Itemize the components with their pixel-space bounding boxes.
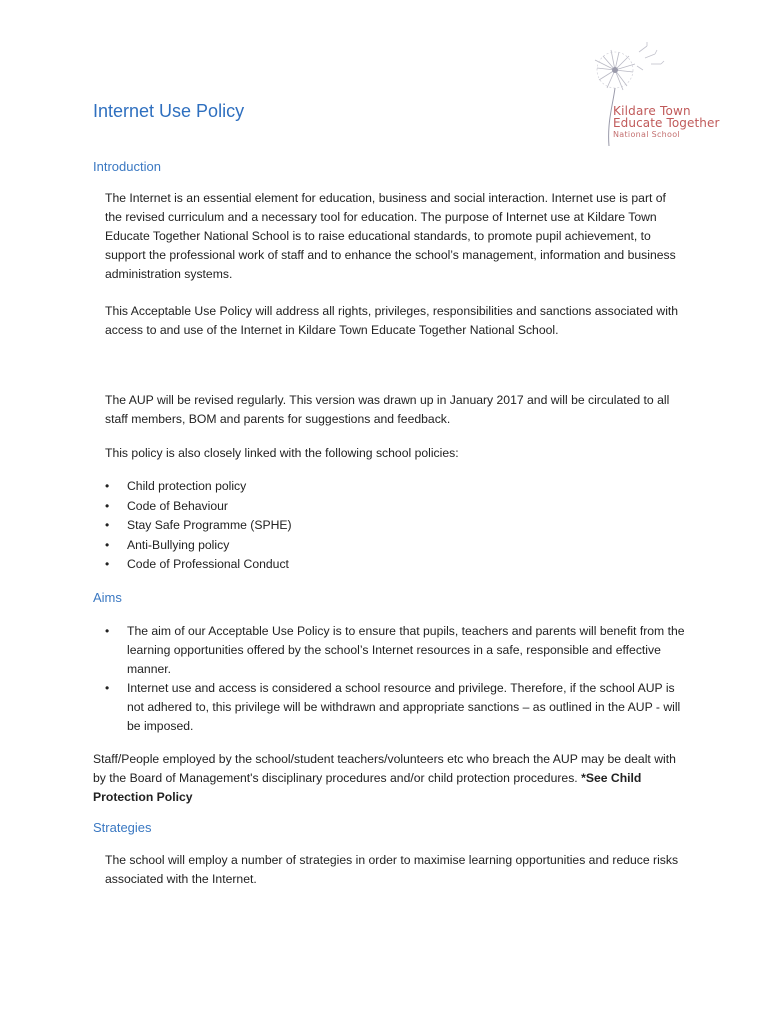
list-item [105,497,685,517]
bullet-icon: • [105,537,110,552]
list-item-text: The aim of our Acceptable Use Policy is to ensure that pupils, teachers and parents will benefit from the learning opportunities offered by the school’s Internet resources in a safe, responsible and effective manner. [127,624,685,676]
staff-paragraph [93,750,685,807]
list-item-text: Child protection policy [127,479,247,493]
policies-list [105,477,685,575]
school-logo [585,42,725,150]
list-item-text: Stay Safe Programme (SPHE) [127,518,292,533]
list-item-text: Anti-Bullying policy [127,537,230,552]
bullet-icon: • [105,557,110,572]
intro-paragraph-4: This policy is also closely linked with the following school policies: [105,446,459,460]
strategies-paragraph: The school will employ a number of strategies in order to maximise learning opportunities and reduce risks associated with the Internet. [105,853,679,886]
list-item-text: Code of Professional Conduct [127,557,289,572]
list-item [105,679,685,736]
intro-paragraph-3: The AUP will be revised regularly. This version was drawn up in January 2017 and will be circulated to all staff members, BOM and parents for suggestions and feedback. [105,393,670,426]
list-item-text: Internet use and access is considered a school resource and privilege. Therefore, if the school AUP is not adhered to, this privilege will be withdrawn and appropriate sanctions – as outlined in the AUP - will be imposed. [127,681,681,733]
logo-line-1: Kildare Town [613,104,691,118]
list-item [105,536,685,556]
logo-line-3: National School [613,130,680,139]
list-item [105,477,685,497]
bullet-icon: • [105,624,110,638]
strategies-heading: Strategies [93,820,152,835]
list-item-text: Code of Behaviour [127,498,228,513]
list-item [105,555,685,575]
bullet-icon: • [105,518,110,533]
intro-paragraph-2: This Acceptable Use Policy will address all rights, privileges, responsibilities and sanctions associated with access to and use of the Internet in Kildare Town Educate Together National School. [105,304,679,337]
list-item [105,622,685,679]
aims-heading: Aims [93,590,122,605]
intro-paragraph-1: The Internet is an essential element for education, business and social interaction. Internet use is part of the revised curriculum and a necessary tool for education. The purpose of Internet use at Kildare Town Educate Together National School is to raise educational standards, to promote pupil achievement, to support the professional work of staff and to enhance the school’s management, information and business administration systems. [105,191,676,281]
introduction-heading: Introduction [93,159,161,174]
aims-list [105,622,685,736]
list-item [105,516,685,536]
staff-text: Staff/People employed by the school/student teachers/volunteers etc who breach the AUP may be dealt with by the Board of Management's disciplinary procedures and/or child protection procedures. [93,752,676,785]
page-title: Internet Use Policy [93,101,245,121]
bullet-icon: • [105,498,110,513]
logo-line-2: Educate Together [613,116,720,130]
child-protection-reference: *See Child Protection Policy [93,771,642,804]
bullet-icon: • [105,681,110,695]
bullet-icon: • [105,479,110,493]
